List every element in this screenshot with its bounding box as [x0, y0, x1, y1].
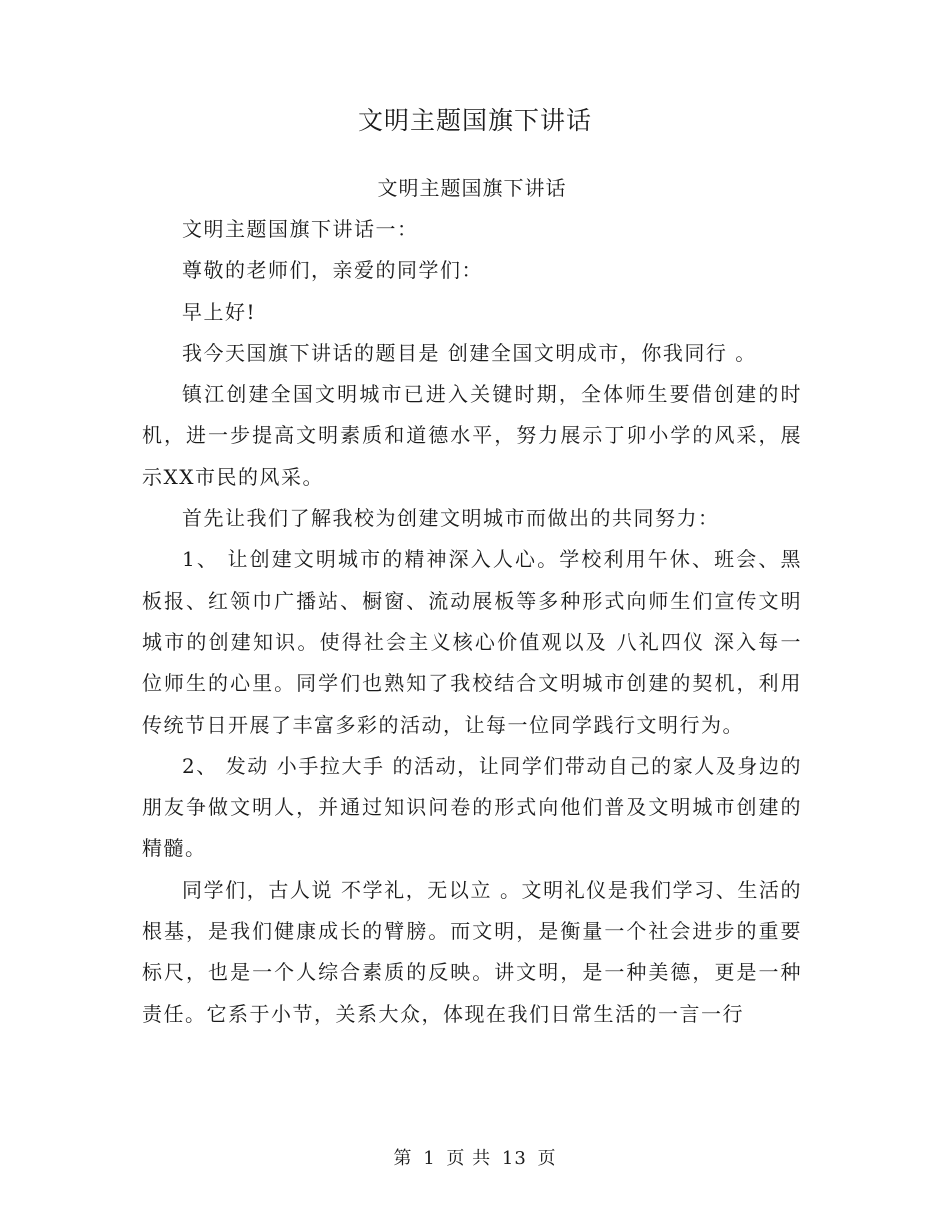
- paragraph: 我今天国旗下讲话的题目是 创建全国文明成市，你我同行 。: [182, 340, 757, 365]
- paragraph: 2、 发动 小手拉大手 的活动，让同学们带动自己的家人及身边的朋友争做文明人，并通过知识问卷的形式向他们普及文明城市创建的精髓。: [142, 753, 802, 861]
- paragraph: 早上好!: [182, 299, 257, 324]
- document-subtitle: 文明主题国旗下讲话: [377, 176, 567, 200]
- page-label-mid: 页 共: [446, 1148, 492, 1169]
- paragraph: 同学们，古人说 不学礼，无以立 。文明礼仪是我们学习、生活的根基，是我们健康成长的臂膀。而文明，是衡量一个社会进步的重要标尺，也是一个人综合素质的反映。讲文明，是一种美德，更是一种责任。它系于小节，关系大众，体现在我们日常生活的一言一行: [142, 877, 802, 1026]
- document-title: 文明主题国旗下讲话: [357, 106, 592, 135]
- page-footer: [0, 1147, 950, 1171]
- paragraph: 首先让我们了解我校为创建文明城市而做出的共同努力：: [182, 506, 720, 531]
- document-body: [142, 168, 802, 1035]
- page-label-prefix: 第: [393, 1148, 413, 1169]
- page-label-suffix: 页: [537, 1148, 557, 1169]
- paragraph: 文明主题国旗下讲话一：: [182, 217, 419, 241]
- total-pages-number: 13: [501, 1148, 527, 1169]
- paragraph: 镇江创建全国文明城市已进入关键时期，全体师生要借创建的时机，进一步提高文明素质和道德水平，努力展示丁卯小学的风采，展示XX市民的风采。: [142, 382, 802, 489]
- paragraph: 1、 让创建文明城市的精神深入人心。学校利用午休、班会、黑板报、红领巾广播站、橱窗、流动展板等多种形式向师生们宣传文明城市的创建知识。使得社会主义核心价值观以及 八礼四仪 深入每一位师生的心里。同学们也熟知了我校结合文明城市创建的契机，利用传统节日开展了丰富多彩的活动，让每一位同学践行文明行为。: [142, 547, 802, 737]
- paragraph: 尊敬的老师们，亲爱的同学们：: [182, 258, 483, 283]
- current-page-number: 1: [423, 1148, 436, 1169]
